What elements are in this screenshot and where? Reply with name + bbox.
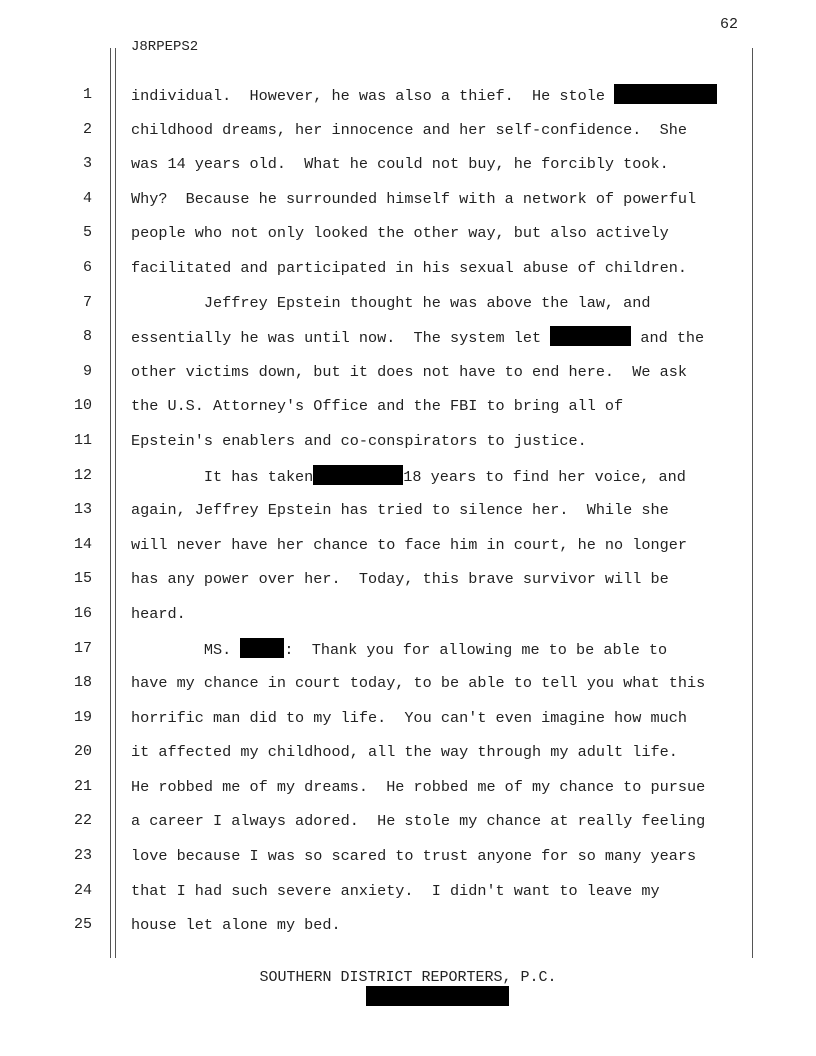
transcript-line	[131, 672, 746, 707]
footer-reporter: SOUTHERN DISTRICT REPORTERS, P.C.	[259, 969, 557, 986]
line-number: 13	[73, 501, 92, 519]
line-number: 18	[73, 674, 92, 692]
page-number: 62	[719, 16, 738, 33]
transcript-line	[131, 499, 746, 534]
transcript-line	[131, 395, 746, 430]
transcript-line	[131, 153, 746, 188]
transcript-line	[131, 326, 746, 361]
redaction-box	[313, 465, 403, 485]
line-number-column	[66, 84, 92, 949]
transcript-line	[131, 638, 746, 673]
line-text: Epstein's enablers and co-conspirators to justice.	[131, 431, 587, 450]
line-text: again, Jeffrey Epstein has tried to silence her. While she	[131, 501, 669, 520]
case-code: J8RPEPS2	[131, 39, 199, 55]
line-text: it affected my childhood, all the way through my adult life.	[131, 743, 678, 762]
line-text: house let alone my bed.	[131, 916, 341, 935]
transcript-line	[131, 914, 746, 949]
line-number: 6	[82, 258, 92, 276]
line-text: a career I always adored. He stole my chance at really feeling	[131, 812, 706, 831]
footer-redaction-box	[366, 986, 509, 1006]
redaction-box	[240, 638, 284, 658]
transcript-line	[131, 776, 746, 811]
line-text: has any power over her. Today, this brave survivor will be	[131, 570, 669, 589]
line-text: He robbed me of my dreams. He robbed me of my chance to pursue	[131, 777, 706, 796]
transcript-line	[131, 119, 746, 154]
transcript-line	[131, 465, 746, 500]
line-text: essentially he was until now. The system let	[131, 329, 551, 348]
line-text: will never have her chance to face him in court, he no longer	[131, 535, 687, 554]
redaction-box	[550, 326, 631, 346]
line-text: the U.S. Attorney's Office and the FBI to bring all of	[131, 397, 624, 416]
line-text: childhood dreams, her innocence and her self-confidence. She	[131, 120, 687, 139]
line-number: 8	[82, 328, 92, 346]
line-text: love because I was so scared to trust anyone for so many years	[131, 847, 697, 866]
line-number: 21	[73, 777, 92, 795]
line-text: Why? Because he surrounded himself with a network of powerful	[131, 189, 697, 208]
line-number: 23	[73, 847, 92, 865]
line-text: horrific man did to my life. You can't even imagine how much	[131, 708, 687, 727]
line-number: 5	[82, 224, 92, 242]
line-text: heard.	[131, 604, 186, 623]
line-text: individual. However, he was also a thief. He stole	[131, 87, 615, 105]
transcript-line	[131, 361, 746, 396]
transcript-line	[131, 568, 746, 603]
transcript-body	[131, 84, 746, 949]
transcript-line	[131, 188, 746, 223]
transcript-line	[131, 257, 746, 292]
line-text-continued: and the	[631, 329, 705, 348]
line-text: that I had such severe anxiety. I didn't want to leave my	[131, 881, 660, 900]
line-number: 3	[82, 155, 92, 173]
line-number: 24	[73, 881, 92, 899]
line-number: 10	[73, 397, 92, 415]
left-margin-rule-outer	[110, 48, 111, 958]
line-number: 2	[82, 120, 92, 138]
line-number: 9	[82, 362, 92, 380]
line-text: It has taken	[131, 467, 314, 486]
transcript-line	[131, 430, 746, 465]
line-number: 17	[73, 639, 92, 657]
line-text: MS.	[131, 640, 241, 659]
line-number: 11	[73, 431, 92, 449]
transcript-line	[131, 603, 746, 638]
line-number: 25	[73, 916, 92, 934]
line-number: 20	[73, 743, 92, 761]
line-number: 12	[73, 466, 92, 484]
line-number: 19	[73, 708, 92, 726]
transcript-line	[131, 292, 746, 327]
line-text-continued: 18 years to find her voice, and	[403, 467, 686, 486]
transcript-line	[131, 741, 746, 776]
line-number: 1	[82, 86, 92, 103]
left-margin-rule-inner	[115, 48, 116, 958]
line-number: 4	[82, 189, 92, 207]
transcript-line	[131, 707, 746, 742]
transcript-line	[131, 845, 746, 880]
line-number: 7	[82, 293, 92, 311]
right-margin-rule	[752, 48, 753, 958]
line-number: 15	[73, 570, 92, 588]
line-text: other victims down, but it does not have to end here. We ask	[131, 362, 687, 381]
line-text: have my chance in court today, to be able to tell you what this	[131, 674, 706, 693]
transcript-line	[131, 222, 746, 257]
line-number: 22	[73, 812, 92, 830]
line-text: facilitated and participated in his sexual abuse of children.	[131, 258, 687, 277]
line-text: Jeffrey Epstein thought he was above the law, and	[131, 293, 651, 312]
transcript-line	[131, 810, 746, 845]
line-number: 14	[73, 535, 92, 553]
line-text: people who not only looked the other way, but also actively	[131, 224, 669, 243]
transcript-line	[131, 880, 746, 915]
redaction-box	[614, 84, 717, 104]
line-text: was 14 years old. What he could not buy, he forcibly took.	[131, 155, 669, 174]
line-number: 16	[73, 604, 92, 622]
line-text-continued: : Thank you for allowing me to be able to	[284, 640, 668, 659]
transcript-line	[131, 534, 746, 569]
transcript-line	[131, 84, 746, 119]
